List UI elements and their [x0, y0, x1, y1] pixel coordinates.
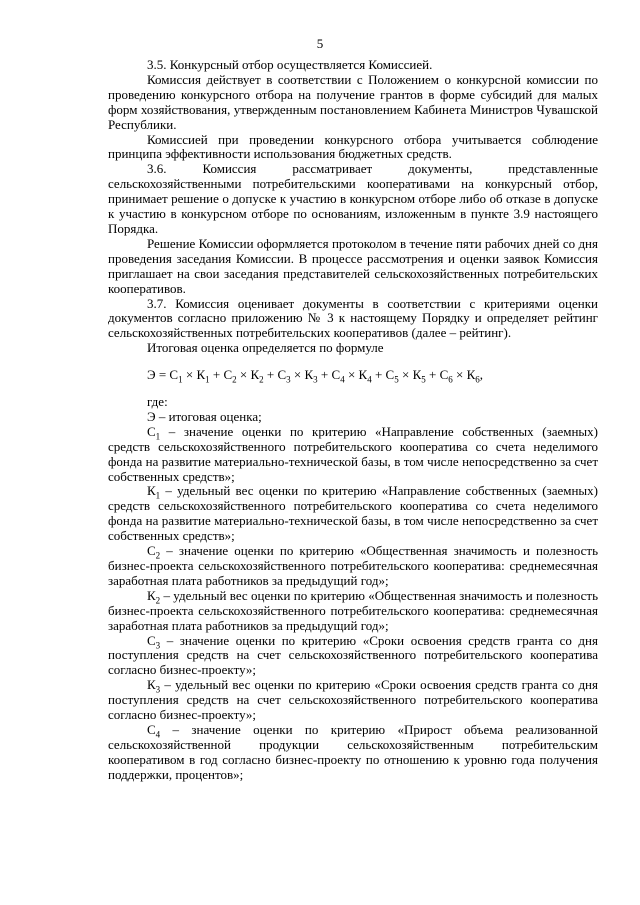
definitions-list: [108, 425, 598, 783]
formula-c-index: 2: [232, 374, 237, 385]
formula-times: ×: [290, 367, 305, 383]
definition-symbol: К: [147, 587, 156, 603]
formula-k: К: [466, 367, 476, 383]
formula-times: ×: [344, 367, 359, 383]
paragraph: 3.7. Комиссия оценивает документы в соответствии с критериями оценки документов согласно приложению № 3 к настоящему Порядку и определяет рейтинг сельскохозяйственных потребительских кооперативов (далее – рейтинг).: [108, 295, 598, 341]
paragraph: 3.6. Комиссия рассматривает документы, представленные сельскохозяйственными потребительскими кооперативами на конкурсный отбор, принимает решение о допуске к участию в конкурсном отборе либо об отказе в допуске к участию в конкурсном отборе по основаниям, изложенным в пункте 3.9 настоящего Порядка.: [108, 161, 598, 236]
definition-text: – значение оценки по критерию «Сроки освоения средств гранта со дня поступления средств на счет сельскохозяйственного потребительского кооператива согласно бизнес-проекту»;: [108, 632, 598, 678]
paragraph: Комиссией при проведении конкурсного отбора учитывается соблюдение принципа эффективности использования бюджетных средств.: [108, 131, 598, 162]
definition-symbol: К: [147, 483, 156, 499]
formula-end: ,: [479, 367, 484, 383]
definition-index: 3: [155, 640, 161, 651]
formula-k-index: 6: [475, 374, 480, 385]
definition-item: [108, 484, 598, 544]
formula-c-index: 4: [340, 374, 345, 385]
formula-plus: +: [263, 367, 278, 383]
formula-k-index: 4: [367, 374, 372, 385]
formula-c: С: [385, 367, 395, 383]
paragraph: Комиссия действует в соответствии с Положением о конкурсной комиссии по проведению конкурсного отбора на получение грантов в форме субсидий для малых форм хозяйствования, утвержденным постановлением Кабинета Министров Чувашской Республики.: [108, 71, 598, 132]
formula-c: С: [331, 367, 341, 383]
definition-text: – значение оценки по критерию «Направление собственных (заемных) средств сельскохозяйственного потребительского кооператива со счета неделимого фонда на развитие материально-технической базы, в том числе непосредственно за счет собственных средств»;: [108, 423, 598, 484]
formula-c: С: [223, 367, 233, 383]
formula-times: ×: [236, 367, 251, 383]
formula-plus: +: [371, 367, 386, 383]
formula-times: ×: [452, 367, 467, 383]
formula-plus: +: [425, 367, 440, 383]
formula-c-index: 1: [178, 374, 183, 385]
formula-plus: +: [209, 367, 224, 383]
definition-item: [108, 678, 598, 723]
definition-text: – значение оценки по критерию «Прирост объема реализованной сельскохозяйственной продукции сельскохозяйственным потребительским кооперативом в год согласно бизнес-проекту по отношению к уровню года получения поддержки, процентов»;: [108, 721, 598, 782]
formula-terms: [169, 367, 480, 385]
definition-e: Э – итоговая оценка;: [147, 408, 262, 424]
definition-index: 2: [155, 550, 161, 561]
definition-symbol: С: [147, 423, 156, 439]
definition-symbol: С: [147, 721, 156, 737]
definition-item: [108, 425, 598, 485]
definition-text: – удельный вес оценки по критерию «Сроки освоения средств гранта со дня поступления средств на счет сельскохозяйственного потребительского кооператива согласно бизнес-проекту»;: [108, 677, 598, 723]
definition-text: – значение оценки по критерию «Общественная значимость и полезность бизнес-проекта сельскохозяйственного потребительского кооператива: среднемесячная заработная плата работников за предыдущий год»;: [108, 543, 598, 588]
definition-symbol: К: [147, 677, 156, 693]
definition-item: [108, 723, 598, 783]
where-label: где:: [147, 394, 168, 410]
formula-times: ×: [182, 367, 197, 383]
definition-item: [108, 634, 598, 679]
formula-c-index: 6: [448, 374, 453, 385]
formula-lhs: Э =: [147, 367, 170, 383]
formula-k: К: [196, 367, 206, 383]
formula-k: К: [250, 367, 260, 383]
definition-index: 3: [155, 684, 161, 695]
definition-text: – удельный вес оценки по критерию «Общественная значимость и полезность бизнес-проекта сельскохозяйственного потребительского кооператива: среднемесячная заработная плата работников за предыдущий год»;: [108, 587, 598, 633]
definition-symbol: С: [147, 543, 156, 559]
formula: [108, 368, 598, 383]
formula-k-index: 1: [205, 374, 210, 385]
formula-k-index: 5: [421, 374, 426, 385]
definition-index: 1: [155, 431, 161, 442]
formula-k: К: [358, 367, 368, 383]
definition-index: 1: [155, 491, 161, 502]
definition-item: [108, 544, 598, 589]
formula-c-index: 5: [394, 374, 399, 385]
definition-symbol: С: [147, 632, 156, 648]
formula-k: К: [412, 367, 422, 383]
definition-index: 2: [155, 595, 161, 606]
formula-k-index: 3: [313, 374, 318, 385]
formula-c-index: 3: [286, 374, 291, 385]
formula-times: ×: [398, 367, 413, 383]
formula-k: К: [304, 367, 314, 383]
formula-c: С: [277, 367, 287, 383]
formula-k-index: 2: [259, 374, 264, 385]
definition-text: – удельный вес оценки по критерию «Направление собственных (заемных) средств сельскохозяйственного потребительского кооператива со счета неделимого фонда на развитие материально-технической базы, в том числе непосредственно за счет собственных средств»;: [108, 483, 598, 544]
paragraph: 3.5. Конкурсный отбор осуществляется Комиссией.: [147, 57, 433, 72]
formula-plus: +: [317, 367, 332, 383]
formula-c: С: [439, 367, 449, 383]
formula-c: С: [169, 367, 179, 383]
page-number: 5: [316, 36, 324, 51]
paragraph: Решение Комиссии оформляется протоколом в течение пяти рабочих дней со дня проведения заседания Комиссии. В процессе рассмотрения и оценки заявок Комиссия приглашает на свои заседания представителей сельскохозяйственных потребительских кооперативов.: [108, 235, 598, 296]
definition-item: [108, 589, 598, 634]
definition-index: 4: [155, 729, 161, 740]
document-body: [108, 58, 598, 783]
paragraph: Итоговая оценка определяется по формуле: [147, 340, 384, 356]
